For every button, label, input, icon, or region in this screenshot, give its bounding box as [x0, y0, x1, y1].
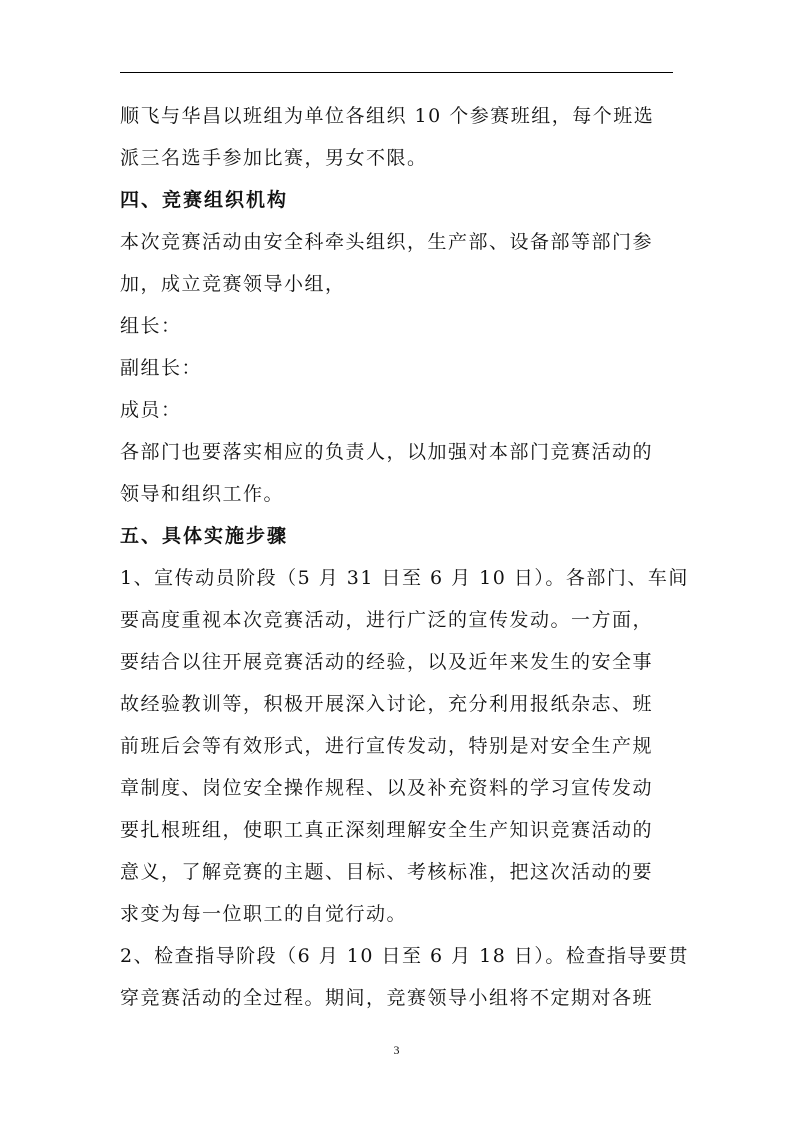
- section-heading-organization: 四、竞赛组织机构: [120, 189, 289, 211]
- paragraph-line: 要高度重视本次竞赛活动，进行广泛的宣传发动。一方面，: [120, 609, 654, 631]
- paragraph-line: 派三名选手参加比赛，男女不限。: [120, 147, 428, 169]
- members-label: 成员：: [120, 399, 182, 421]
- section-heading-steps: 五、具体实施步骤: [120, 525, 289, 547]
- paragraph-line: 本次竞赛活动由安全科牵头组织，生产部、设备部等部门参: [120, 231, 654, 253]
- deputy-leader-label: 副组长：: [120, 357, 203, 379]
- document-body: [120, 95, 689, 1019]
- paragraph-line: 加，成立竞赛领导小组，: [120, 273, 346, 295]
- paragraph-line: 领导和组织工作。: [120, 483, 285, 505]
- paragraph-line: 2、检查指导阶段（6 月 10 日至 6 月 18 日）。检查指导要贯: [120, 945, 689, 967]
- paragraph-line: 1、宣传动员阶段（5 月 31 日至 6 月 10 日）。各部门、车间: [120, 567, 689, 589]
- paragraph-line: 章制度、岗位安全操作规程、以及补充资料的学习宣传发动: [120, 777, 654, 799]
- paragraph-line: 要结合以往开展竞赛活动的经验，以及近年来发生的安全事: [120, 651, 654, 673]
- paragraph-line: 故经验教训等，积极开展深入讨论，充分利用报纸杂志、班: [120, 693, 654, 715]
- paragraph-line: 要扎根班组，使职工真正深刻理解安全生产知识竞赛活动的: [120, 819, 654, 841]
- paragraph-line: 顺飞与华昌以班组为单位各组织 10 个参赛班组，每个班选: [120, 105, 655, 127]
- paragraph-line: 求变为每一位职工的自觉行动。: [120, 903, 408, 925]
- page-number: 3: [393, 1043, 400, 1057]
- paragraph-line: 意义，了解竞赛的主题、目标、考核标准，把这次活动的要: [120, 861, 654, 883]
- paragraph-line: 前班后会等有效形式，进行宣传发动，特别是对安全生产规: [120, 735, 654, 757]
- paragraph-line: 穿竞赛活动的全过程。期间，竞赛领导小组将不定期对各班: [120, 987, 654, 1009]
- team-leader-label: 组长：: [120, 315, 182, 337]
- header-rule: [120, 72, 673, 73]
- paragraph-line: 各部门也要落实相应的负责人，以加强对本部门竞赛活动的: [120, 441, 654, 463]
